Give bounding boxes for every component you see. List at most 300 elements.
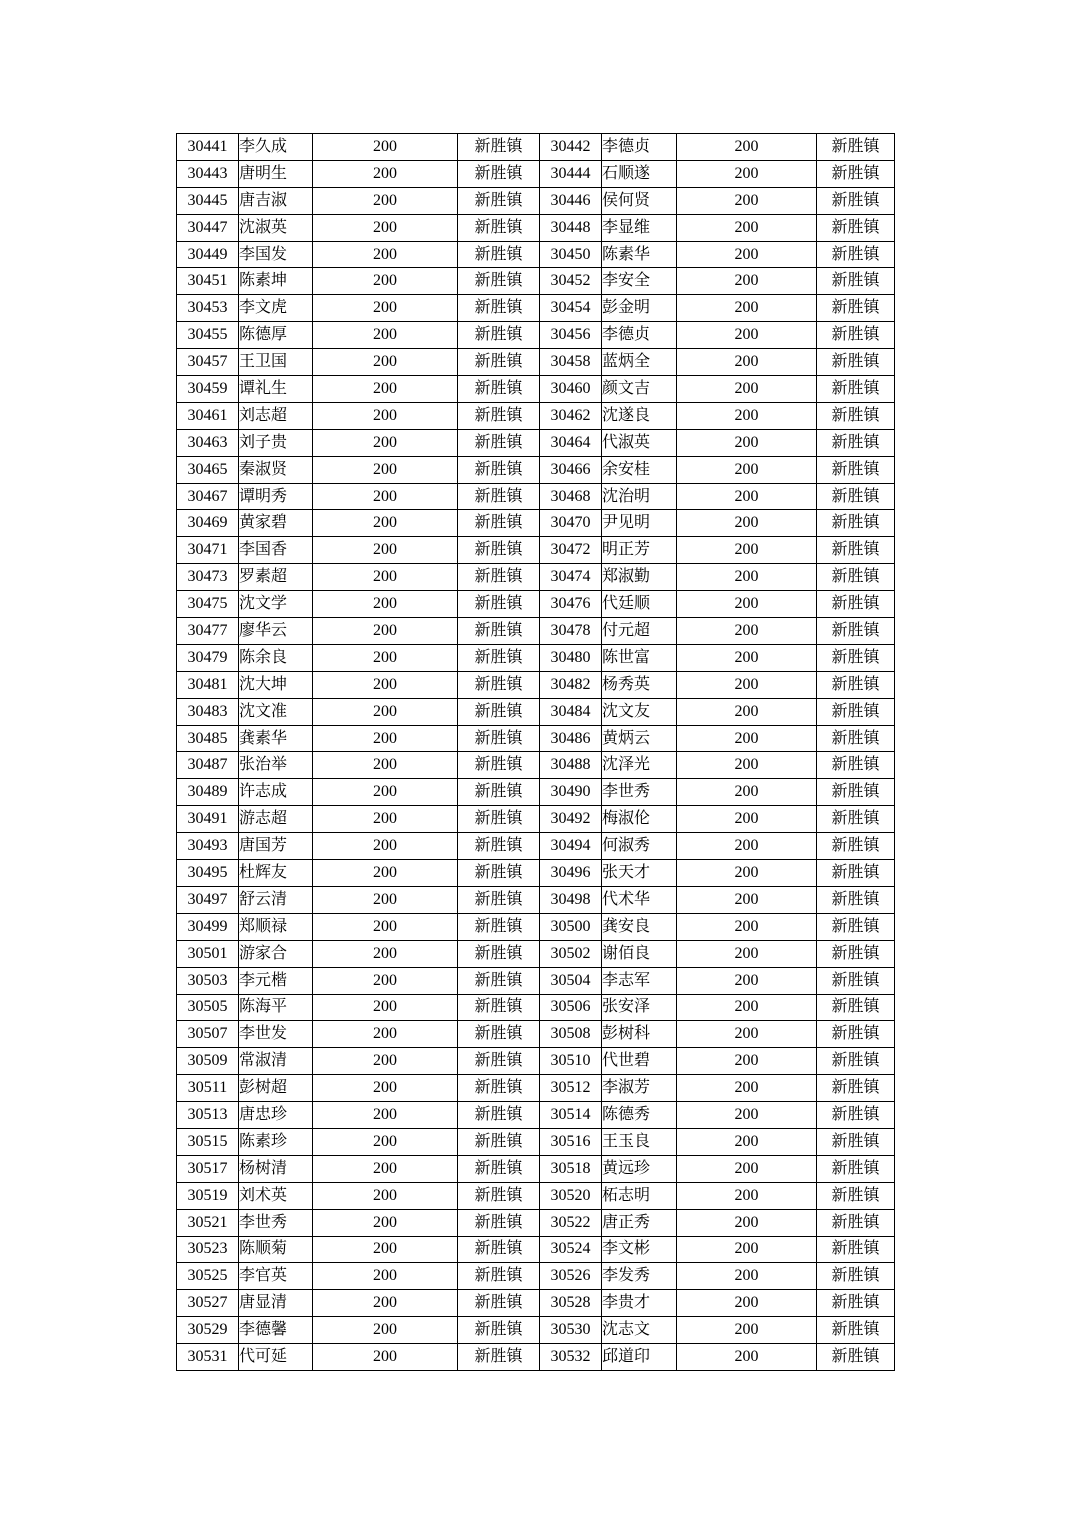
table-row [177,295,895,322]
right-town-cell: 新胜镇 [817,860,895,887]
left-name-cell: 李世秀 [239,1209,313,1236]
right-id-cell: 30466 [540,456,602,483]
left-town-cell: 新胜镇 [458,671,540,698]
right-amount-cell: 200 [677,1102,817,1129]
right-id-cell: 30502 [540,940,602,967]
left-name-cell: 许志成 [239,779,313,806]
right-town-cell: 新胜镇 [817,376,895,403]
right-id-cell: 30478 [540,618,602,645]
right-name-cell: 侯何贤 [602,187,677,214]
right-name-cell: 杨秀英 [602,671,677,698]
left-town-cell: 新胜镇 [458,752,540,779]
left-name-cell: 陈德厚 [239,322,313,349]
right-id-cell: 30460 [540,376,602,403]
left-id-cell: 30451 [177,268,239,295]
right-id-cell: 30472 [540,537,602,564]
right-amount-cell: 200 [677,833,817,860]
left-town-cell: 新胜镇 [458,618,540,645]
right-amount-cell: 200 [677,618,817,645]
table-row [177,160,895,187]
left-amount-cell: 200 [313,214,458,241]
left-amount-cell: 200 [313,402,458,429]
table-row [177,860,895,887]
right-town-cell: 新胜镇 [817,1209,895,1236]
left-town-cell: 新胜镇 [458,725,540,752]
left-town-cell: 新胜镇 [458,268,540,295]
left-amount-cell: 200 [313,1209,458,1236]
table-row [177,1048,895,1075]
right-name-cell: 沈泽光 [602,752,677,779]
right-name-cell: 代廷顺 [602,591,677,618]
left-id-cell: 30525 [177,1263,239,1290]
left-id-cell: 30493 [177,833,239,860]
table-row [177,268,895,295]
left-id-cell: 30473 [177,564,239,591]
left-town-cell: 新胜镇 [458,860,540,887]
right-name-cell: 李安全 [602,268,677,295]
left-town-cell: 新胜镇 [458,241,540,268]
left-id-cell: 30497 [177,886,239,913]
left-id-cell: 30483 [177,698,239,725]
left-town-cell: 新胜镇 [458,564,540,591]
left-id-cell: 30467 [177,483,239,510]
right-amount-cell: 200 [677,1209,817,1236]
right-name-cell: 颜文吉 [602,376,677,403]
right-id-cell: 30446 [540,187,602,214]
table-row [177,241,895,268]
left-id-cell: 30503 [177,967,239,994]
right-amount-cell: 200 [677,187,817,214]
left-name-cell: 唐忠珍 [239,1102,313,1129]
right-town-cell: 新胜镇 [817,429,895,456]
right-id-cell: 30506 [540,994,602,1021]
left-town-cell: 新胜镇 [458,994,540,1021]
right-id-cell: 30448 [540,214,602,241]
table-row [177,564,895,591]
right-id-cell: 30450 [540,241,602,268]
right-amount-cell: 200 [677,1182,817,1209]
left-amount-cell: 200 [313,456,458,483]
left-id-cell: 30507 [177,1021,239,1048]
right-town-cell: 新胜镇 [817,349,895,376]
right-town-cell: 新胜镇 [817,564,895,591]
table-row [177,618,895,645]
left-name-cell: 李文虎 [239,295,313,322]
left-id-cell: 30505 [177,994,239,1021]
right-town-cell: 新胜镇 [817,940,895,967]
right-town-cell: 新胜镇 [817,752,895,779]
right-id-cell: 30470 [540,510,602,537]
right-name-cell: 蓝炳全 [602,349,677,376]
right-name-cell: 李德贞 [602,322,677,349]
right-town-cell: 新胜镇 [817,1155,895,1182]
right-amount-cell: 200 [677,1048,817,1075]
right-id-cell: 30456 [540,322,602,349]
left-amount-cell: 200 [313,967,458,994]
table-row [177,1182,895,1209]
right-id-cell: 30458 [540,349,602,376]
right-id-cell: 30518 [540,1155,602,1182]
left-id-cell: 30495 [177,860,239,887]
left-town-cell: 新胜镇 [458,1236,540,1263]
right-id-cell: 30488 [540,752,602,779]
right-id-cell: 30500 [540,913,602,940]
left-amount-cell: 200 [313,376,458,403]
left-amount-cell: 200 [313,349,458,376]
right-town-cell: 新胜镇 [817,591,895,618]
left-amount-cell: 200 [313,752,458,779]
right-name-cell: 李世秀 [602,779,677,806]
right-name-cell: 黄远珍 [602,1155,677,1182]
left-town-cell: 新胜镇 [458,1048,540,1075]
left-id-cell: 30531 [177,1344,239,1371]
right-town-cell: 新胜镇 [817,833,895,860]
left-amount-cell: 200 [313,618,458,645]
left-id-cell: 30459 [177,376,239,403]
right-name-cell: 代术华 [602,886,677,913]
right-name-cell: 沈治明 [602,483,677,510]
right-name-cell: 陈素华 [602,241,677,268]
left-name-cell: 龚素华 [239,725,313,752]
left-town-cell: 新胜镇 [458,1102,540,1129]
right-name-cell: 邱道印 [602,1344,677,1371]
right-name-cell: 谢佰良 [602,940,677,967]
left-id-cell: 30499 [177,913,239,940]
left-amount-cell: 200 [313,1102,458,1129]
left-name-cell: 沈文学 [239,591,313,618]
right-id-cell: 30496 [540,860,602,887]
left-name-cell: 游志超 [239,806,313,833]
right-amount-cell: 200 [677,268,817,295]
left-id-cell: 30471 [177,537,239,564]
right-amount-cell: 200 [677,1155,817,1182]
right-name-cell: 代世碧 [602,1048,677,1075]
left-amount-cell: 200 [313,295,458,322]
left-id-cell: 30509 [177,1048,239,1075]
right-town-cell: 新胜镇 [817,671,895,698]
right-town-cell: 新胜镇 [817,1048,895,1075]
right-id-cell: 30484 [540,698,602,725]
table-row [177,994,895,1021]
right-town-cell: 新胜镇 [817,160,895,187]
right-town-cell: 新胜镇 [817,402,895,429]
right-town-cell: 新胜镇 [817,241,895,268]
right-name-cell: 陈德秀 [602,1102,677,1129]
left-name-cell: 李国香 [239,537,313,564]
right-id-cell: 30512 [540,1075,602,1102]
right-id-cell: 30514 [540,1102,602,1129]
right-name-cell: 张天才 [602,860,677,887]
right-amount-cell: 200 [677,1075,817,1102]
left-town-cell: 新胜镇 [458,940,540,967]
table-row [177,886,895,913]
left-id-cell: 30529 [177,1317,239,1344]
left-id-cell: 30489 [177,779,239,806]
right-id-cell: 30442 [540,134,602,161]
right-amount-cell: 200 [677,349,817,376]
left-id-cell: 30443 [177,160,239,187]
right-id-cell: 30486 [540,725,602,752]
right-id-cell: 30522 [540,1209,602,1236]
right-town-cell: 新胜镇 [817,1290,895,1317]
right-id-cell: 30464 [540,429,602,456]
right-id-cell: 30462 [540,402,602,429]
table-row [177,1128,895,1155]
left-id-cell: 30463 [177,429,239,456]
right-town-cell: 新胜镇 [817,295,895,322]
right-name-cell: 沈志文 [602,1317,677,1344]
left-id-cell: 30521 [177,1209,239,1236]
left-town-cell: 新胜镇 [458,698,540,725]
table-row [177,698,895,725]
table-row [177,967,895,994]
right-id-cell: 30524 [540,1236,602,1263]
left-town-cell: 新胜镇 [458,376,540,403]
right-name-cell: 李德贞 [602,134,677,161]
right-amount-cell: 200 [677,752,817,779]
left-amount-cell: 200 [313,671,458,698]
table-row [177,214,895,241]
left-name-cell: 唐吉淑 [239,187,313,214]
right-amount-cell: 200 [677,1290,817,1317]
left-name-cell: 刘子贵 [239,429,313,456]
left-town-cell: 新胜镇 [458,1155,540,1182]
right-amount-cell: 200 [677,1344,817,1371]
left-town-cell: 新胜镇 [458,591,540,618]
left-amount-cell: 200 [313,1048,458,1075]
left-id-cell: 30519 [177,1182,239,1209]
left-amount-cell: 200 [313,698,458,725]
right-name-cell: 沈文友 [602,698,677,725]
left-amount-cell: 200 [313,886,458,913]
left-town-cell: 新胜镇 [458,806,540,833]
right-amount-cell: 200 [677,1317,817,1344]
right-amount-cell: 200 [677,940,817,967]
right-amount-cell: 200 [677,537,817,564]
table-row [177,537,895,564]
right-amount-cell: 200 [677,994,817,1021]
right-amount-cell: 200 [677,967,817,994]
left-name-cell: 沈文准 [239,698,313,725]
right-town-cell: 新胜镇 [817,1021,895,1048]
right-amount-cell: 200 [677,698,817,725]
right-name-cell: 余安桂 [602,456,677,483]
left-name-cell: 舒云清 [239,886,313,913]
left-amount-cell: 200 [313,1128,458,1155]
left-id-cell: 30441 [177,134,239,161]
left-town-cell: 新胜镇 [458,295,540,322]
left-amount-cell: 200 [313,860,458,887]
right-amount-cell: 200 [677,1128,817,1155]
right-town-cell: 新胜镇 [817,214,895,241]
right-amount-cell: 200 [677,886,817,913]
left-town-cell: 新胜镇 [458,1128,540,1155]
left-amount-cell: 200 [313,564,458,591]
left-amount-cell: 200 [313,1182,458,1209]
left-name-cell: 廖华云 [239,618,313,645]
left-amount-cell: 200 [313,1075,458,1102]
left-amount-cell: 200 [313,1155,458,1182]
left-id-cell: 30523 [177,1236,239,1263]
right-town-cell: 新胜镇 [817,779,895,806]
right-id-cell: 30510 [540,1048,602,1075]
left-name-cell: 彭树超 [239,1075,313,1102]
right-town-cell: 新胜镇 [817,1317,895,1344]
left-id-cell: 30453 [177,295,239,322]
left-amount-cell: 200 [313,134,458,161]
left-amount-cell: 200 [313,806,458,833]
table-row [177,725,895,752]
table-row [177,456,895,483]
left-name-cell: 陈余良 [239,644,313,671]
left-town-cell: 新胜镇 [458,1317,540,1344]
table-body [177,134,895,1371]
right-name-cell: 付元超 [602,618,677,645]
right-name-cell: 唐正秀 [602,1209,677,1236]
right-town-cell: 新胜镇 [817,510,895,537]
right-name-cell: 陈世富 [602,644,677,671]
table-row [177,376,895,403]
left-town-cell: 新胜镇 [458,1182,540,1209]
right-id-cell: 30492 [540,806,602,833]
left-amount-cell: 200 [313,1236,458,1263]
left-town-cell: 新胜镇 [458,1021,540,1048]
left-name-cell: 李国发 [239,241,313,268]
right-id-cell: 30508 [540,1021,602,1048]
left-amount-cell: 200 [313,1344,458,1371]
right-amount-cell: 200 [677,160,817,187]
right-id-cell: 30452 [540,268,602,295]
left-town-cell: 新胜镇 [458,402,540,429]
right-name-cell: 郑淑勤 [602,564,677,591]
right-name-cell: 李淑芳 [602,1075,677,1102]
left-amount-cell: 200 [313,537,458,564]
table-row [177,1236,895,1263]
left-name-cell: 李世发 [239,1021,313,1048]
left-amount-cell: 200 [313,913,458,940]
left-town-cell: 新胜镇 [458,833,540,860]
right-amount-cell: 200 [677,913,817,940]
right-id-cell: 30520 [540,1182,602,1209]
left-town-cell: 新胜镇 [458,187,540,214]
left-id-cell: 30461 [177,402,239,429]
right-town-cell: 新胜镇 [817,187,895,214]
right-name-cell: 李发秀 [602,1263,677,1290]
right-town-cell: 新胜镇 [817,725,895,752]
right-id-cell: 30504 [540,967,602,994]
left-name-cell: 刘术英 [239,1182,313,1209]
table-row [177,483,895,510]
right-amount-cell: 200 [677,564,817,591]
left-id-cell: 30457 [177,349,239,376]
left-name-cell: 秦淑贤 [239,456,313,483]
right-name-cell: 梅淑伦 [602,806,677,833]
right-amount-cell: 200 [677,295,817,322]
left-id-cell: 30475 [177,591,239,618]
right-amount-cell: 200 [677,671,817,698]
left-name-cell: 李德馨 [239,1317,313,1344]
left-name-cell: 沈淑英 [239,214,313,241]
table-row [177,1209,895,1236]
right-name-cell: 何淑秀 [602,833,677,860]
right-id-cell: 30468 [540,483,602,510]
right-amount-cell: 200 [677,429,817,456]
right-id-cell: 30490 [540,779,602,806]
left-id-cell: 30485 [177,725,239,752]
right-amount-cell: 200 [677,322,817,349]
left-amount-cell: 200 [313,591,458,618]
right-name-cell: 代淑英 [602,429,677,456]
left-town-cell: 新胜镇 [458,429,540,456]
table-row [177,402,895,429]
right-id-cell: 30494 [540,833,602,860]
left-amount-cell: 200 [313,241,458,268]
left-town-cell: 新胜镇 [458,537,540,564]
left-id-cell: 30479 [177,644,239,671]
right-town-cell: 新胜镇 [817,967,895,994]
right-town-cell: 新胜镇 [817,806,895,833]
table-row [177,1317,895,1344]
table-row [177,591,895,618]
right-name-cell: 彭树科 [602,1021,677,1048]
right-amount-cell: 200 [677,591,817,618]
right-name-cell: 李显维 [602,214,677,241]
left-name-cell: 陈海平 [239,994,313,1021]
left-name-cell: 谭明秀 [239,483,313,510]
left-town-cell: 新胜镇 [458,913,540,940]
right-id-cell: 30528 [540,1290,602,1317]
left-name-cell: 唐国芳 [239,833,313,860]
left-town-cell: 新胜镇 [458,456,540,483]
left-id-cell: 30513 [177,1102,239,1129]
right-town-cell: 新胜镇 [817,618,895,645]
left-id-cell: 30515 [177,1128,239,1155]
table-row [177,510,895,537]
right-town-cell: 新胜镇 [817,1344,895,1371]
left-id-cell: 30465 [177,456,239,483]
right-amount-cell: 200 [677,1263,817,1290]
left-name-cell: 唐明生 [239,160,313,187]
left-town-cell: 新胜镇 [458,134,540,161]
left-name-cell: 黄家碧 [239,510,313,537]
right-name-cell: 李志军 [602,967,677,994]
right-id-cell: 30532 [540,1344,602,1371]
right-amount-cell: 200 [677,402,817,429]
right-town-cell: 新胜镇 [817,644,895,671]
right-name-cell: 石顺遂 [602,160,677,187]
left-amount-cell: 200 [313,322,458,349]
left-name-cell: 唐显清 [239,1290,313,1317]
left-id-cell: 30447 [177,214,239,241]
right-name-cell: 黄炳云 [602,725,677,752]
right-id-cell: 30498 [540,886,602,913]
right-name-cell: 张安泽 [602,994,677,1021]
left-amount-cell: 200 [313,510,458,537]
left-name-cell: 刘志超 [239,402,313,429]
right-amount-cell: 200 [677,241,817,268]
right-town-cell: 新胜镇 [817,1263,895,1290]
left-amount-cell: 200 [313,187,458,214]
left-amount-cell: 200 [313,779,458,806]
right-town-cell: 新胜镇 [817,483,895,510]
table-row [177,1075,895,1102]
right-amount-cell: 200 [677,806,817,833]
left-town-cell: 新胜镇 [458,1209,540,1236]
right-town-cell: 新胜镇 [817,456,895,483]
roster-table [176,133,895,1371]
table-row [177,322,895,349]
table-row [177,806,895,833]
